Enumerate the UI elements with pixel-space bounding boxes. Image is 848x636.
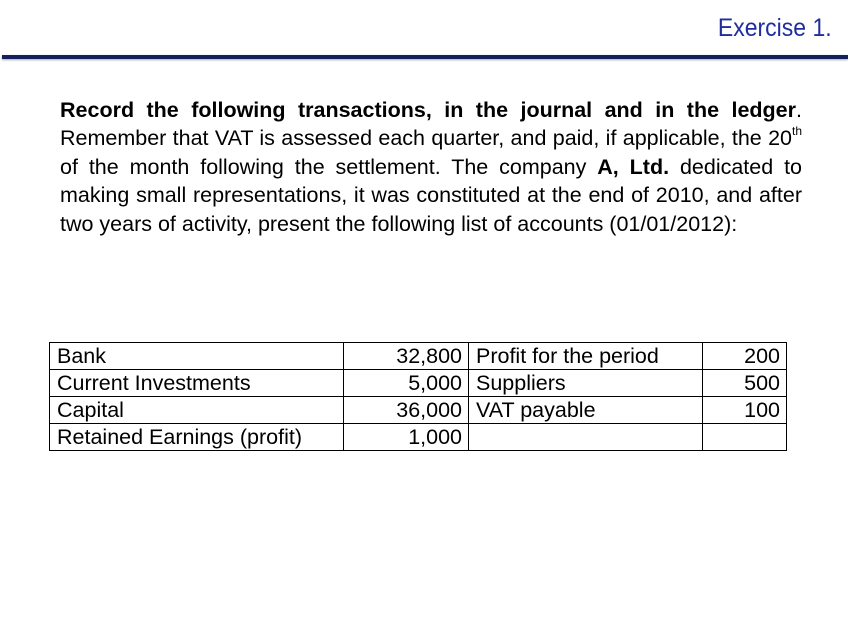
account-value-cell: 36,000 [344,397,469,424]
account-value-cell: 100 [703,397,787,424]
accounts-table [49,342,787,451]
account-name-cell: Capital [50,397,344,424]
account-name-cell: VAT payable [469,397,703,424]
account-value-cell: 5,000 [344,370,469,397]
title-divider [2,55,848,59]
instruction-text-1: . Remember that VAT is assessed each quarter, and paid, if applicable, the 20 [60,98,802,151]
instruction-text-3: dedicated to making small representations, it was constituted at the end of 2010, and after two years of activity, present the following list of accounts (01/01/2012): [60,154,803,236]
table-row [50,370,787,397]
table-row [50,343,787,370]
table-row [50,397,787,424]
account-value-cell [703,424,787,451]
account-name-cell: Suppliers [469,370,703,397]
company-name: A, Ltd. [597,154,670,179]
slide-title: Exercise 1. [718,14,832,42]
ordinal-superscript: th [791,124,802,139]
account-name-cell: Current Investments [50,370,344,397]
account-value-cell: 32,800 [344,343,469,370]
account-name-cell: Retained Earnings (profit) [50,424,344,451]
instruction-bold-lead: Record the following transactions, in the journal and in the ledger [60,98,797,122]
account-value-cell: 200 [703,343,787,370]
account-name-cell [469,424,703,451]
instruction-text-2: of the month following the settlement. The company [60,154,598,179]
account-value-cell: 500 [703,370,787,397]
exercise-instructions [60,96,802,238]
table-row [50,424,787,451]
account-name-cell: Profit for the period [469,343,703,370]
account-value-cell: 1,000 [344,424,469,451]
account-name-cell: Bank [50,343,344,370]
